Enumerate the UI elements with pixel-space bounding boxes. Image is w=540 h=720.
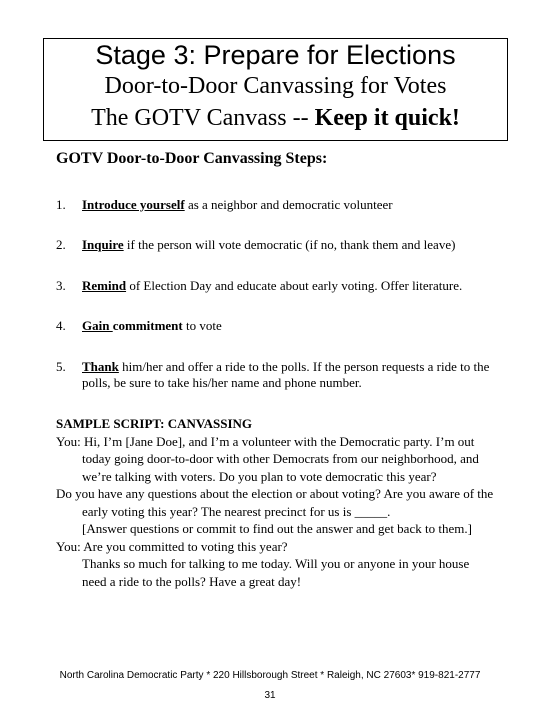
script-intro: You: Hi, I’m [Jane Doe], and I’m a volunteer with the Democratic party. I’m out today going door-to-door with other Democrats from our neighborhood, and we’re talking with voters. Do you plan to vote democratic this year? [56,433,479,484]
step-number: 5. [56,359,66,374]
step-text: of Election Day and educate about early voting. Offer literature. [126,278,463,293]
script-questions: Do you have any questions about the election or about voting? Are you aware of the early voting this year? The nearest precinct for us is _____. [56,486,494,519]
step-keyword: Gain [82,318,113,333]
tagline [44,102,507,134]
step-keyword: Inquire [82,237,124,252]
title-box [43,38,508,141]
step-number: 2. [56,237,66,252]
steps-title: GOTV Door-to-Door Canvassing Steps: [56,150,328,167]
step-text: him/her and offer a ride to the polls. If the person requests a ride to the polls, be sure to take his/her name and phone number. [82,359,490,390]
subtitle: Door-to-Door Canvassing for Votes [104,73,447,99]
sample-heading: SAMPLE SCRIPT: CANVASSING [56,416,252,431]
step-keyword: Introduce yourself [82,197,185,212]
step-keyword: Remind [82,278,127,293]
step-keyword-2: commitment [112,318,183,333]
script-closing: Thanks so much for talking to me today. Will you or anyone in your house need a ride to the polls? Have a great day! [82,556,470,589]
step-number: 1. [56,197,66,212]
script-commit-question: You: Are you committed to voting this year? [56,538,288,554]
tagline-plain: The GOTV Canvass -- [91,105,315,131]
stage-title: Stage 3: Prepare for Elections [95,40,456,70]
footer: North Carolina Democratic Party * 220 Hillsborough Street * Raleigh, NC 27603* 919-821-2777 [59,670,481,681]
step-number: 4. [56,318,66,333]
step-keyword: Thank [82,359,119,374]
tagline-bold: Keep it quick! [314,105,460,131]
step-text: as a neighbor and democratic volunteer [184,197,393,212]
step-number: 3. [56,278,66,293]
page-number: 31 [264,690,276,701]
script-answer-note: [Answer questions or commit to find out the answer and get back to them.] [82,521,472,536]
step-text: to vote [182,318,222,333]
step-text: if the person will vote democratic (if no, thank them and leave) [123,237,456,252]
sample-script [56,415,496,590]
